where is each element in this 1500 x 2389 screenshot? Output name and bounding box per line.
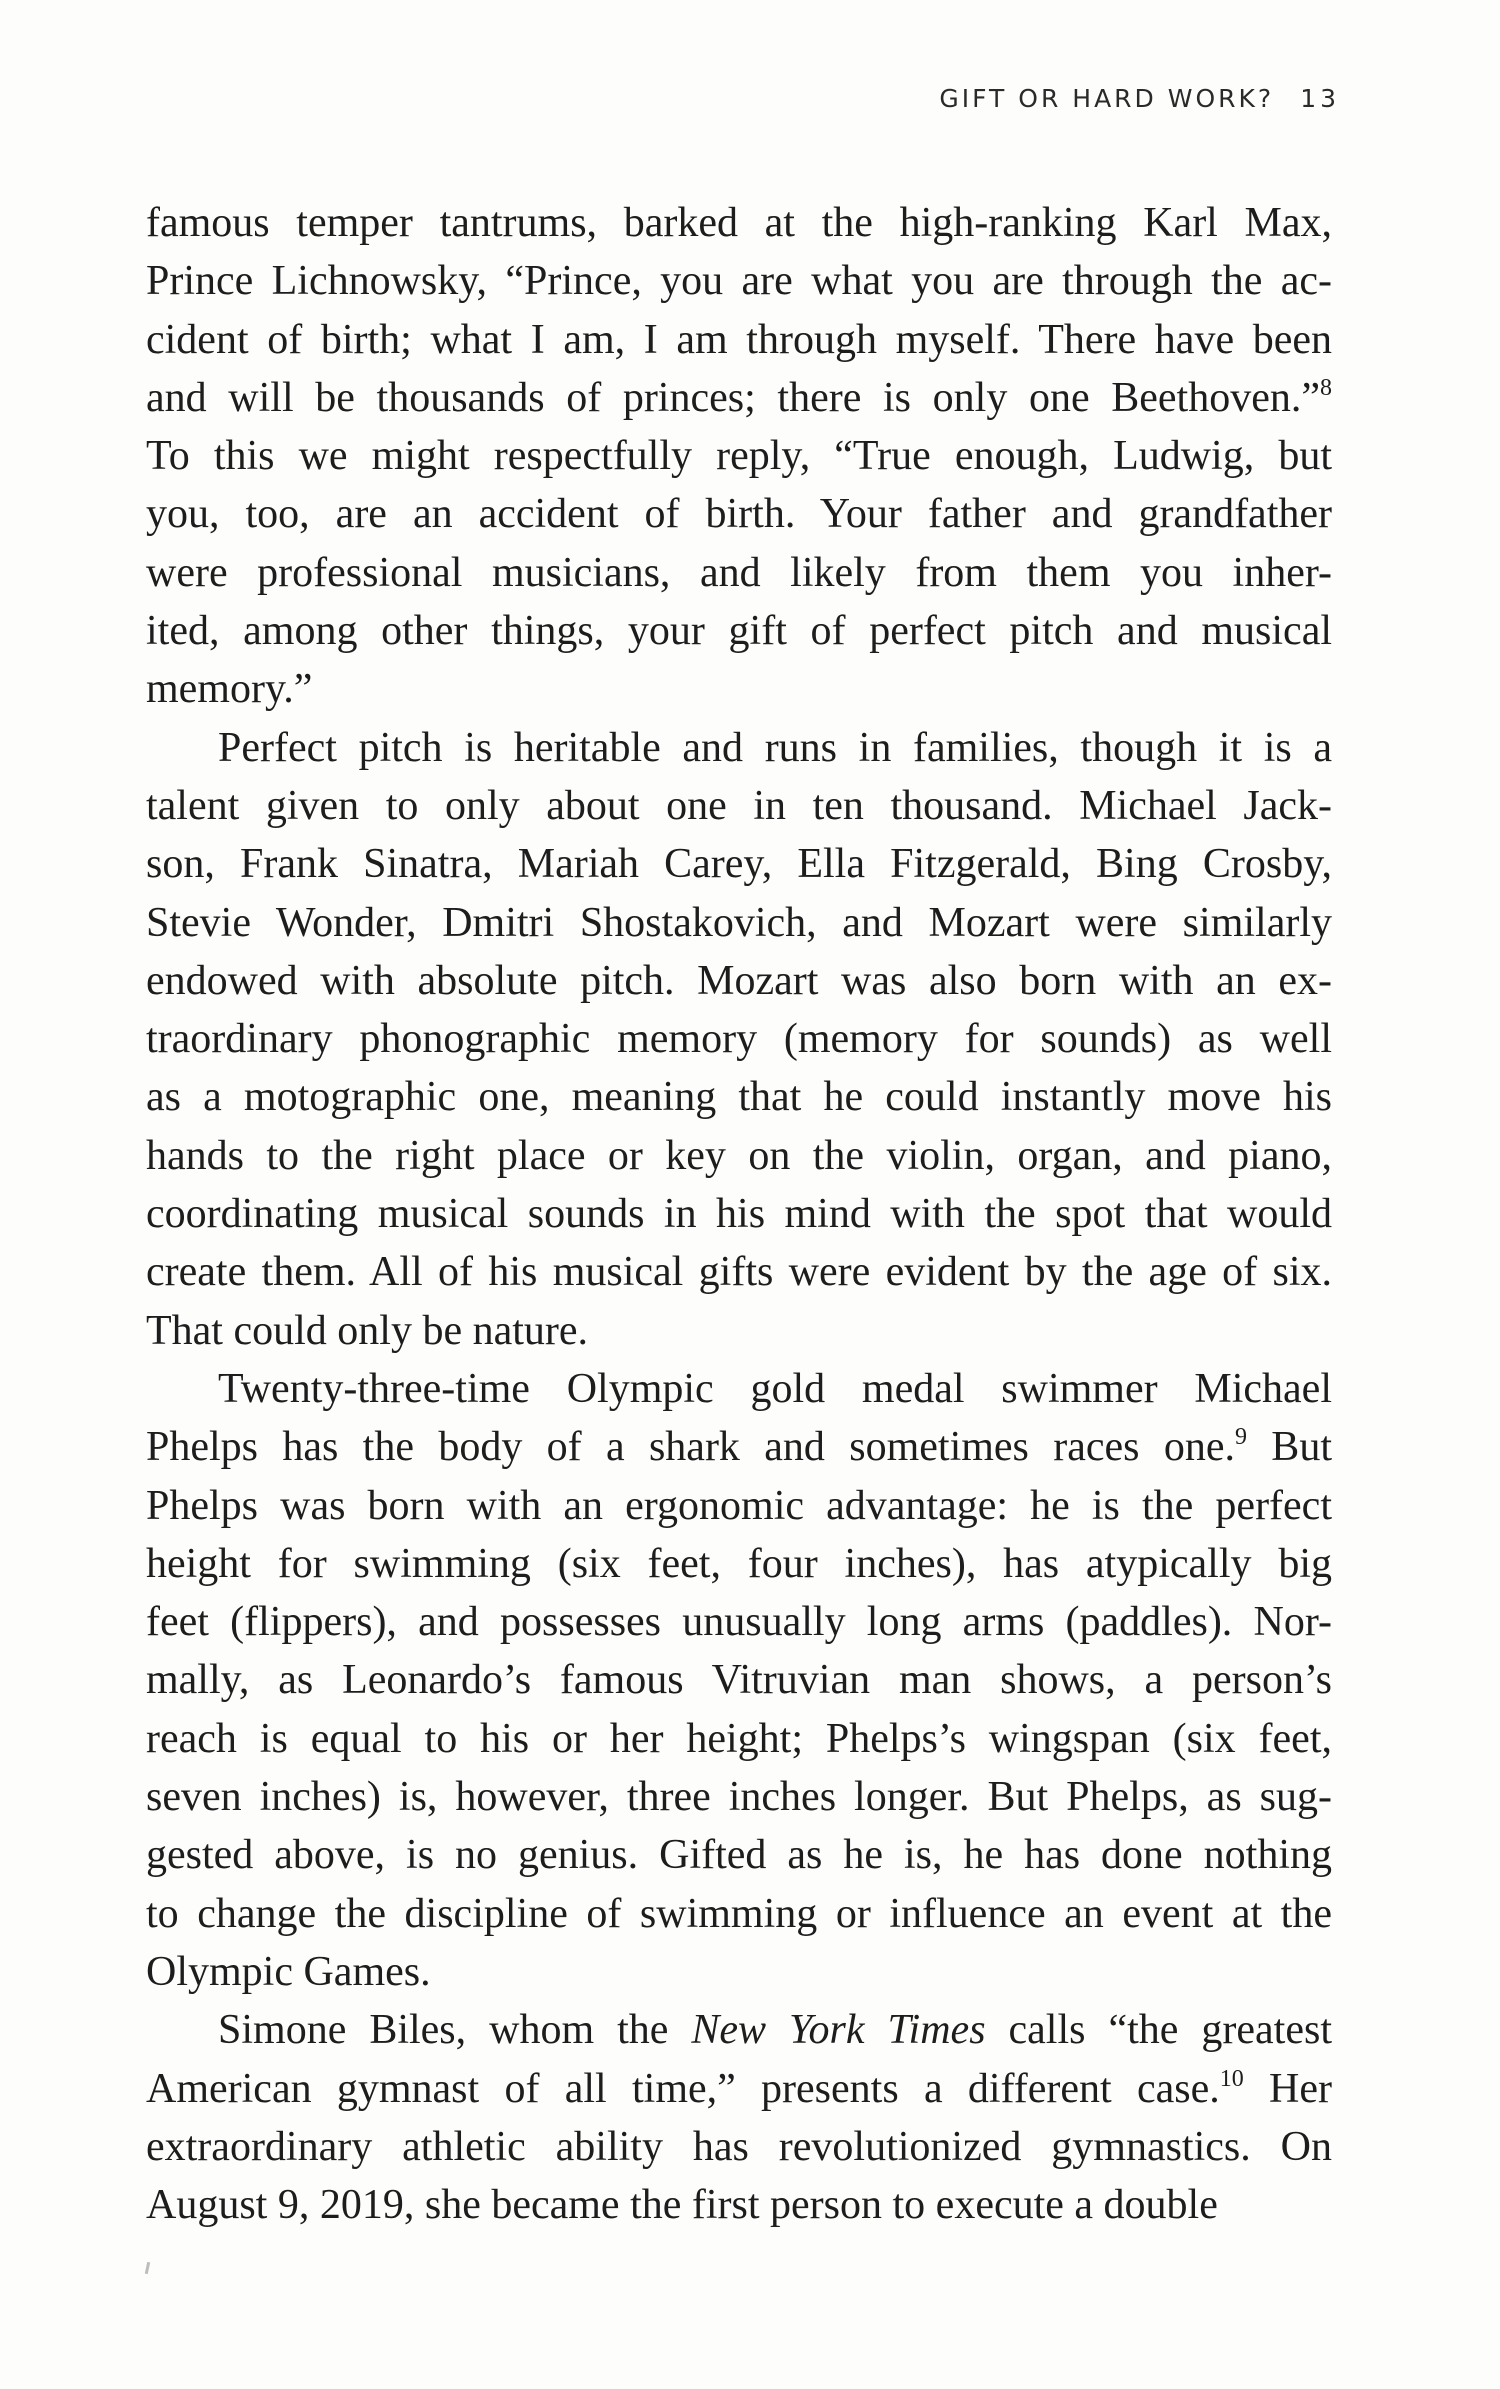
text-line [146, 252, 1332, 310]
scan-speck [145, 2262, 150, 2274]
running-head [939, 84, 1340, 113]
text-line [146, 1302, 1332, 1360]
text-line [146, 1243, 1332, 1301]
line-text: memory.” [146, 666, 313, 713]
text-line [146, 2001, 1332, 2059]
text-line [146, 544, 1332, 602]
line-text: seven inches) is, however, three inches longer. But Phelps, as sug- [146, 1774, 1332, 1821]
line-text: were professional musicians, and likely from them you inher- [146, 549, 1332, 596]
line-text: ited, among other things, your gift of perfect pitch and musical [146, 608, 1332, 655]
line-text: endowed with absolute pitch. Mozart was also born with an ex- [146, 957, 1332, 1004]
text-line [146, 1826, 1332, 1884]
text-line [146, 1477, 1332, 1535]
italic-title: New York Times [691, 2007, 986, 2054]
text-line [146, 1943, 1332, 2001]
text-line [146, 719, 1332, 777]
text-line [146, 1185, 1332, 1243]
text-line [146, 1010, 1332, 1068]
line-text: Prince Lichnowsky, “Prince, you are what you are through the ac- [146, 258, 1332, 305]
text-line [146, 311, 1332, 369]
line-text: That could only be nature. [146, 1307, 589, 1354]
text-line [146, 1360, 1332, 1418]
line-text: hands to the right place or key on the violin, organ, and piano, [146, 1132, 1332, 1179]
text-line [146, 1127, 1332, 1185]
text-line [146, 2060, 1332, 2118]
page-number: 13 [1300, 84, 1340, 113]
line-text: Twenty-three-time Olympic gold medal swimmer Michael [218, 1365, 1332, 1412]
line-text: mally, as Leonardo’s famous Vitruvian man shows, a person’s [146, 1657, 1332, 1704]
text-line [146, 1068, 1332, 1126]
paragraph [146, 719, 1332, 1360]
line-text-continued: Her [1243, 2065, 1332, 2112]
line-text: feet (flippers), and possesses unusually long arms (paddles). Nor- [146, 1599, 1332, 1646]
paragraph [146, 2001, 1332, 2234]
line-text: American gymnast of all time,” presents a different case. [146, 2065, 1220, 2112]
line-text: Olympic Games. [146, 1948, 431, 1995]
line-text: Stevie Wonder, Dmitri Shostakovich, and Mozart were similarly [146, 899, 1332, 946]
text-line [146, 427, 1332, 485]
line-text: famous temper tantrums, barked at the high-ranking Karl Max, [146, 200, 1332, 246]
line-text: create them. All of his musical gifts were evident by the age of six. [146, 1249, 1332, 1296]
paragraph [146, 194, 1332, 719]
line-text: extraordinary athletic ability has revolutionized gymnastics. On [146, 2123, 1332, 2170]
line-text-continued: But [1246, 1424, 1332, 1471]
text-line [146, 1768, 1332, 1826]
text-line [146, 602, 1332, 660]
text-line [146, 1418, 1332, 1476]
text-line [146, 1651, 1332, 1709]
text-line [146, 2118, 1332, 2176]
text-line [146, 1710, 1332, 1768]
line-text: reach is equal to his or her height; Phelps’s wingspan (six feet, [146, 1715, 1332, 1762]
line-text: son, Frank Sinatra, Mariah Carey, Ella Fitzgerald, Bing Crosby, [146, 841, 1332, 888]
line-text: cident of birth; what I am, I am through myself. There have been [146, 316, 1332, 363]
line-text: August 9, 2019, she became the first person to execute a double [146, 2182, 1218, 2229]
footnote-marker[interactable]: 8 [1320, 374, 1332, 401]
text-line [146, 369, 1332, 427]
text-line [146, 1593, 1332, 1651]
line-text: gested above, is no genius. Gifted as he is, he has done nothing [146, 1832, 1332, 1879]
line-text: Simone Biles, whom the [218, 2007, 692, 2054]
line-text: and will be thousands of princes; there is only one Beethoven.” [146, 374, 1320, 421]
footnote-marker[interactable]: 10 [1219, 2065, 1244, 2092]
line-text: height for swimming (six feet, four inches), has atypically big [146, 1540, 1332, 1587]
text-line [146, 2176, 1332, 2234]
paragraph [146, 1360, 1332, 2001]
text-line [146, 194, 1332, 252]
line-text: Phelps was born with an ergonomic advantage: he is the perfect [146, 1482, 1332, 1529]
body-text [146, 194, 1332, 2234]
line-text: talent given to only about one in ten thousand. Michael Jack- [146, 782, 1332, 829]
chapter-title: GIFT OR HARD WORK? [939, 84, 1275, 113]
text-line [146, 1885, 1332, 1943]
text-line [146, 777, 1332, 835]
text-line [146, 835, 1332, 893]
text-line [146, 660, 1332, 718]
line-text: traordinary phonographic memory (memory for sounds) as well [146, 1016, 1332, 1063]
line-text: Phelps has the body of a shark and sometimes races one. [146, 1424, 1235, 1471]
line-text: coordinating musical sounds in his mind with the spot that would [146, 1191, 1332, 1238]
line-text: To this we might respectfully reply, “True enough, Ludwig, but [146, 433, 1332, 480]
text-line [146, 1535, 1332, 1593]
line-text: as a motographic one, meaning that he could instantly move his [146, 1074, 1332, 1121]
footnote-marker[interactable]: 9 [1234, 1424, 1247, 1451]
line-text: you, too, are an accident of birth. Your father and grandfather [146, 491, 1332, 538]
line-text: Perfect pitch is heritable and runs in families, though it is a [218, 724, 1332, 771]
line-text-continued: calls “the greatest [985, 2007, 1332, 2054]
text-line [146, 952, 1332, 1010]
text-line [146, 894, 1332, 952]
text-line [146, 485, 1332, 543]
line-text: to change the discipline of swimming or influence an event at the [146, 1890, 1332, 1937]
